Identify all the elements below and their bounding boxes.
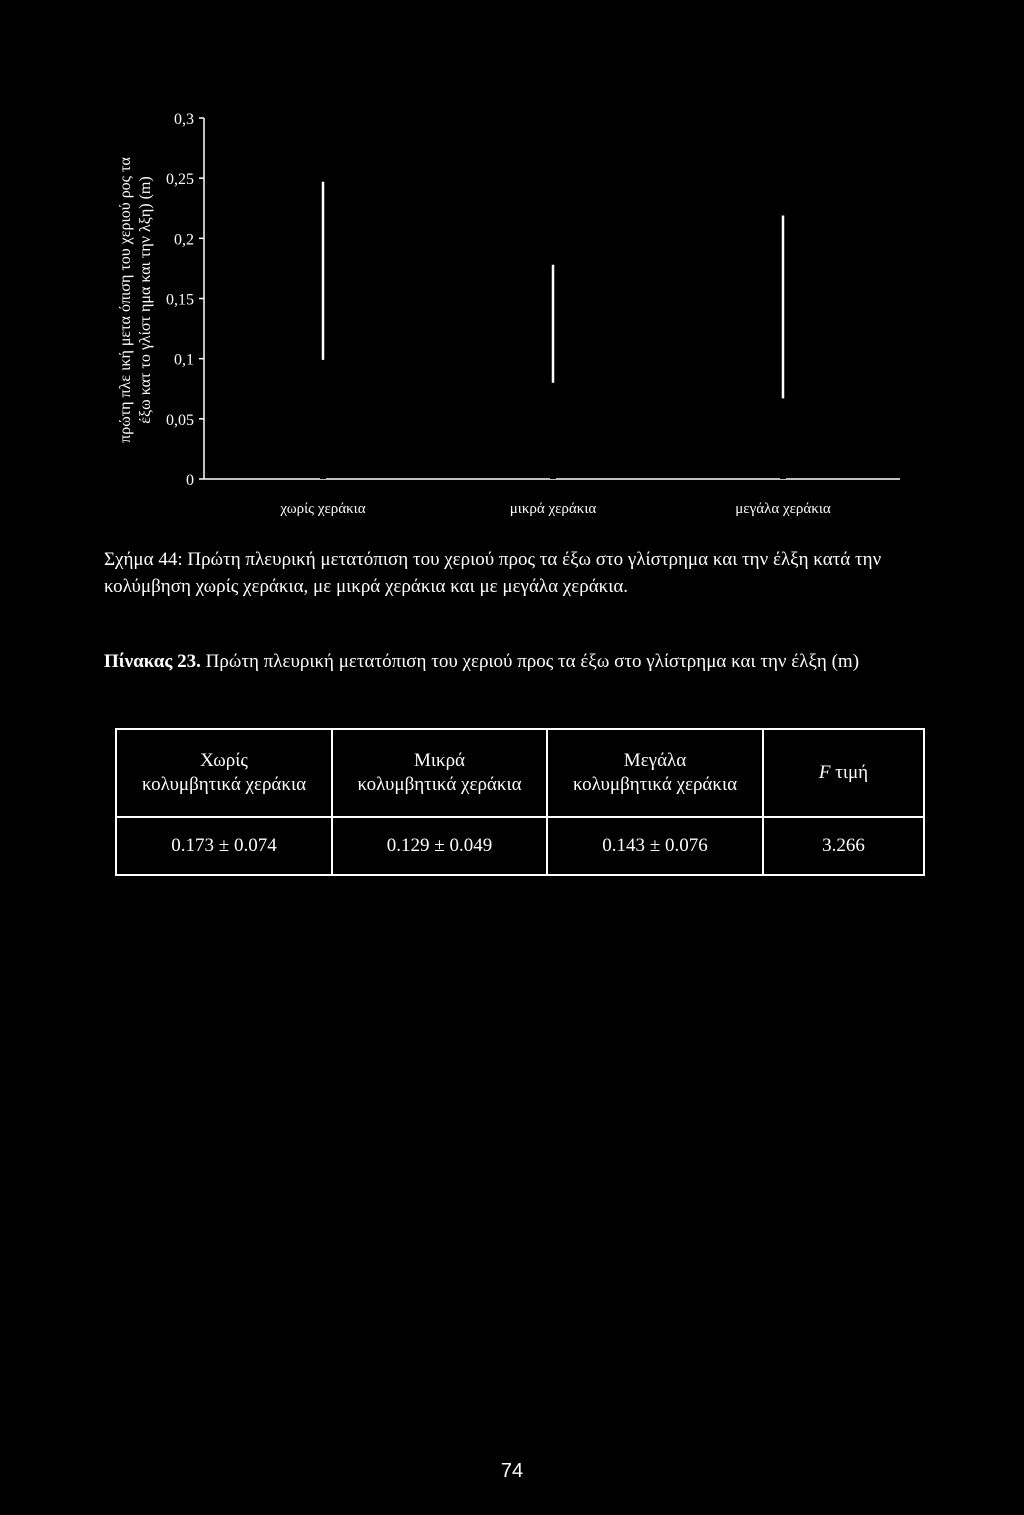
figure-caption: Σχήμα 44: Πρώτη πλευρική μετατόπιση του χεριού προς τα έξω στο γλίστρημα και την έλξη κατά την κολύμβηση χωρίς χεράκια, με μικρά χεράκια και με μεγάλα χεράκια. — [104, 549, 882, 597]
y-axis-title — [117, 157, 154, 443]
header-small-paddles-line2: κολυμβητικά χεράκια — [357, 774, 522, 795]
header-small-paddles — [332, 729, 547, 817]
header-large-paddles-line2: κολυμβητικά χεράκια — [572, 774, 738, 795]
y-tick-label: 0 — [186, 472, 194, 489]
y-tick-label: 0,2 — [174, 231, 194, 249]
cell-f-value: 3.266 — [763, 817, 924, 875]
x-tick-label: μικρά χεράκια — [509, 501, 597, 517]
x-axis-labels — [279, 501, 830, 517]
y-tick-label: 0,05 — [166, 411, 194, 429]
x-tick-label: χωρίς χεράκια — [280, 501, 366, 517]
header-small-paddles-line1: Μικρά — [413, 750, 466, 771]
results-table — [115, 728, 925, 876]
header-f-value — [763, 729, 924, 817]
table-header-row — [116, 729, 924, 817]
table-caption-label: Πίνακας 23. — [104, 651, 201, 672]
header-large-paddles — [547, 729, 763, 817]
table-caption-text: Πρώτη πλευρική μετατόπιση του χεριού προς τα έξω στο γλίστρημα και την έλξη (m) — [200, 651, 860, 672]
header-f-var: F — [818, 762, 831, 783]
header-no-paddles-line1: Χωρίς — [200, 750, 248, 771]
y-axis-title-line2: έξω κατ το γλίστ ημα και την λξη) (m) — [137, 176, 154, 424]
y-tick-label: 0,1 — [174, 351, 194, 369]
y-axis-title-line1: πρώτη πλε ική μετα όπιση του χεριού ρος τα — [117, 157, 134, 443]
table-caption — [104, 648, 944, 675]
cell-large-paddles: 0.143 ± 0.076 — [547, 817, 763, 875]
page-number: 74 — [500, 1460, 524, 1482]
error-bars-group — [323, 182, 783, 399]
header-no-paddles-line2: κολυμβητικά χεράκια — [141, 774, 307, 795]
header-no-paddles — [116, 729, 332, 817]
y-axis-ticks — [166, 111, 204, 489]
table-row — [116, 817, 924, 875]
x-tick-label: μεγάλα χεράκια — [735, 501, 831, 517]
cell-no-paddles: 0.173 ± 0.074 — [116, 817, 332, 875]
y-tick-label: 0,25 — [166, 171, 194, 189]
header-large-paddles-line1: Μεγάλα — [623, 750, 687, 771]
bar-chart — [0, 0, 1024, 530]
cell-small-paddles: 0.129 ± 0.049 — [332, 817, 547, 875]
y-tick-label: 0,3 — [174, 111, 194, 128]
y-tick-label: 0,15 — [166, 291, 194, 309]
header-f-rest: τιμή — [830, 762, 869, 783]
